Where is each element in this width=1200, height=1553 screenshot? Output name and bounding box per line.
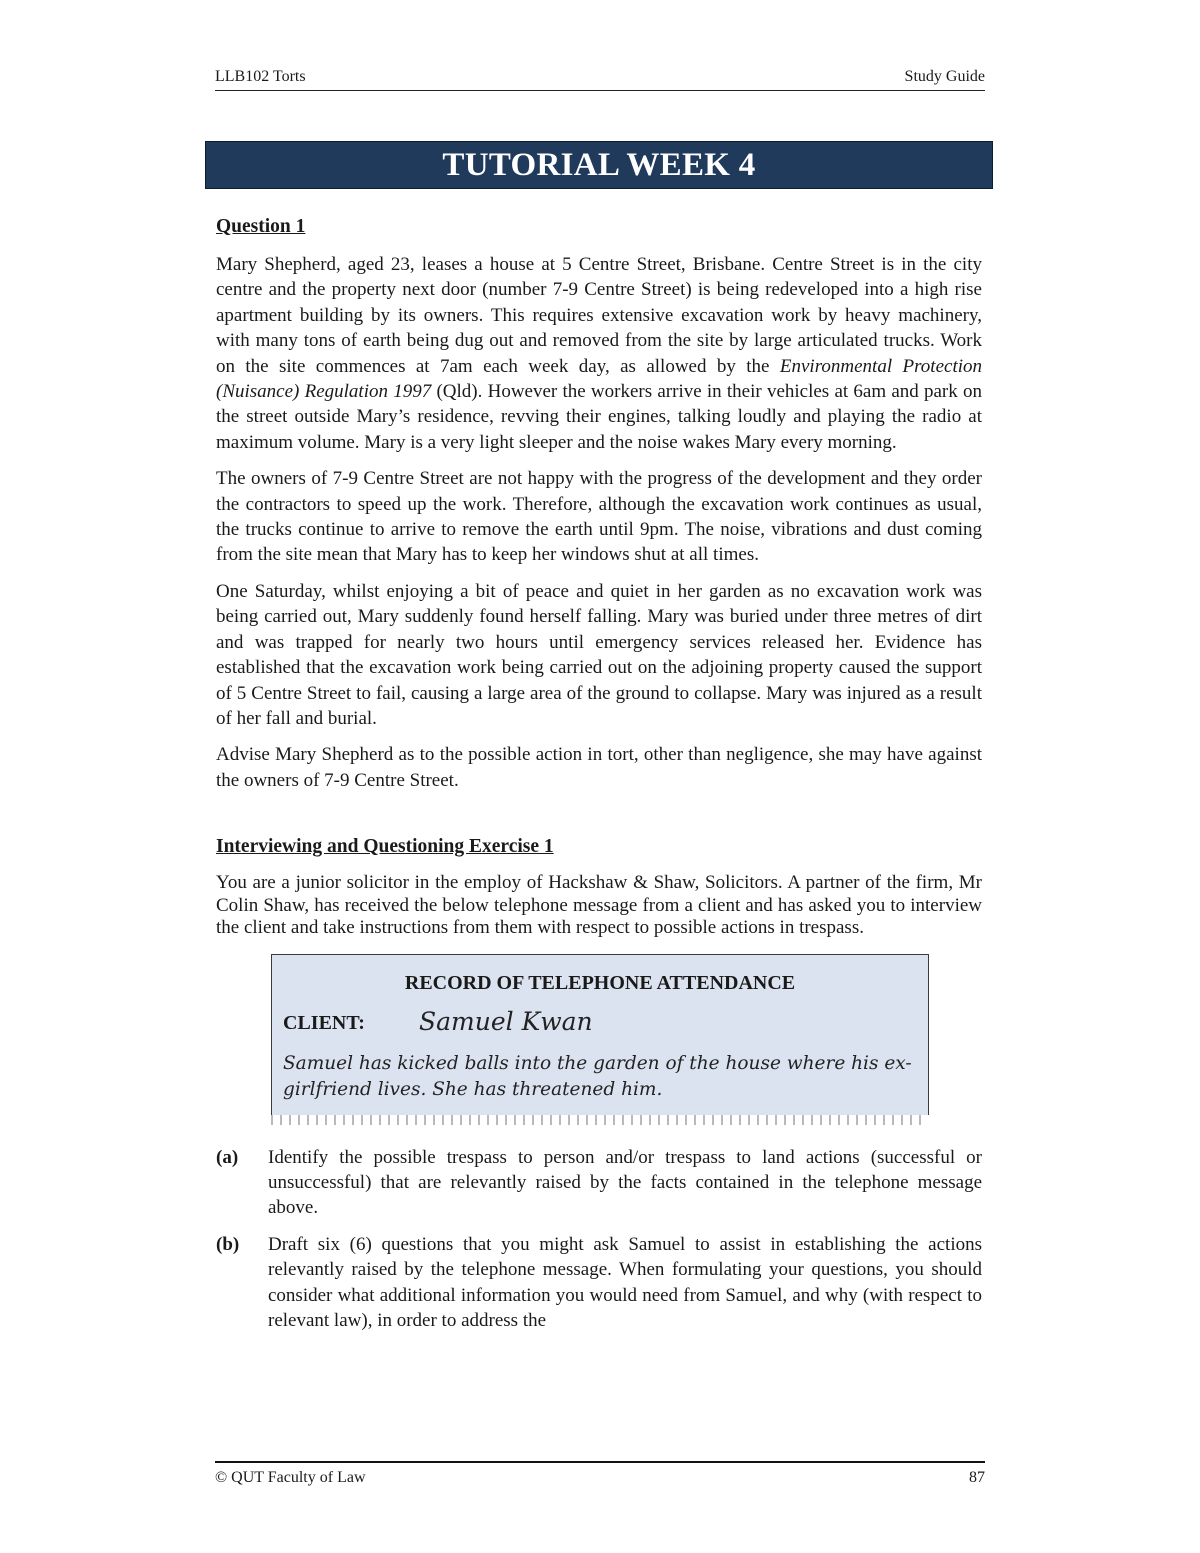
running-footer xyxy=(215,1461,985,1493)
record-title: RECORD OF TELEPHONE ATTENDANCE xyxy=(404,971,796,994)
question-paragraph-1: Mary Shepherd, aged 23, leases a house at 5 Centre Street, Brisbane. Centre Street is in the city centre and the property next door (number 7-9 Centre Street) is being redeveloped into a high rise apartment building by its owners. This requires extensive excavation work by heavy machinery, with many tons of earth being dug out and removed from the site by large articulated trucks. Work on the site commences at 7am each week day, as allowed by the Environmental Protection (Nuisance) Regulation 1997 (Qld). However the workers arrive in their vehicles at 6am and park on the street outside Mary’s residence, revving their engines, talking loudly and playing the radio at maximum volume. Mary is a very light sleeper and the noise wakes Mary every morning. xyxy=(216,254,983,453)
exercise-intro: You are a junior solicitor in the employ of Hackshaw & Shaw, Solicitors. A partner of the firm, Mr Colin Shaw, has received the below telephone message from a client and has asked you to interview the client and take instructions from them with respect to possible actions in trespass. xyxy=(216,872,982,939)
client-name: Samuel Kwan xyxy=(419,1006,593,1036)
question-heading: Question 1 xyxy=(216,216,306,237)
exercise-item-a xyxy=(216,1145,982,1221)
page-content xyxy=(216,214,982,1344)
torn-edge xyxy=(271,1115,927,1125)
item-text: Draft six (6) questions that you might ask Samuel to assist in establishing the actions relevantly raised by the telephone message. When formulating your questions, you should consider what additional information you would need from Samuel, and why (with respect to relevant law), in order to address the xyxy=(268,1233,982,1332)
exercise-item-b xyxy=(216,1232,982,1334)
item-text: Identify the possible trespass to person and/or trespass to land actions (successful or unsuccessful) that are relevantly raised by the facts contained in the telephone message above. xyxy=(268,1146,982,1219)
running-header xyxy=(215,66,985,91)
question-paragraph-3: One Saturday, whilst enjoying a bit of peace and quiet in her garden as no excavation work was being carried out, Mary suddenly found herself falling. Mary was buried under three metres of dirt and was trapped for nearly two hours until emergency services released her. Evidence has established that the excavation work being carried out on the adjoining property caused the support of 5 Centre Street to fail, causing a large area of the ground to collapse. Mary was injured as a result of her fall and burial. xyxy=(216,580,982,729)
record-message: Samuel has kicked balls into the garden of the house where his ex-girlfriend lives. She has threatened him. xyxy=(283,1052,912,1100)
item-label: (a) xyxy=(216,1146,239,1168)
document-type: Study Guide xyxy=(904,68,985,85)
question-paragraph-4: Advise Mary Shepherd as to the possible action in tort, other than negligence, she may have against the owners of 7-9 Centre Street. xyxy=(216,744,982,791)
telephone-record-box xyxy=(271,954,929,1115)
page-number: 87 xyxy=(969,1469,985,1486)
item-label: (b) xyxy=(216,1233,240,1255)
tutorial-banner: TUTORIAL WEEK 4 xyxy=(205,141,993,189)
course-code: LLB102 Torts xyxy=(215,68,306,85)
exercise-heading: Interviewing and Questioning Exercise 1 xyxy=(216,836,554,858)
client-label: CLIENT: xyxy=(283,1011,365,1034)
question-paragraph-2: The owners of 7-9 Centre Street are not happy with the progress of the development and they order the contractors to speed up the work. Therefore, although the excavation work continues as usual, the trucks continue to arrive to remove the earth until 9pm. The noise, vibrations and dust coming from the site mean that Mary has to keep her windows shut at all times. xyxy=(216,468,982,566)
legislation-title: Environmental Protection (Nuisance) Regulation 1997 xyxy=(216,355,983,403)
copyright-notice: © QUT Faculty of Law xyxy=(215,1469,366,1486)
